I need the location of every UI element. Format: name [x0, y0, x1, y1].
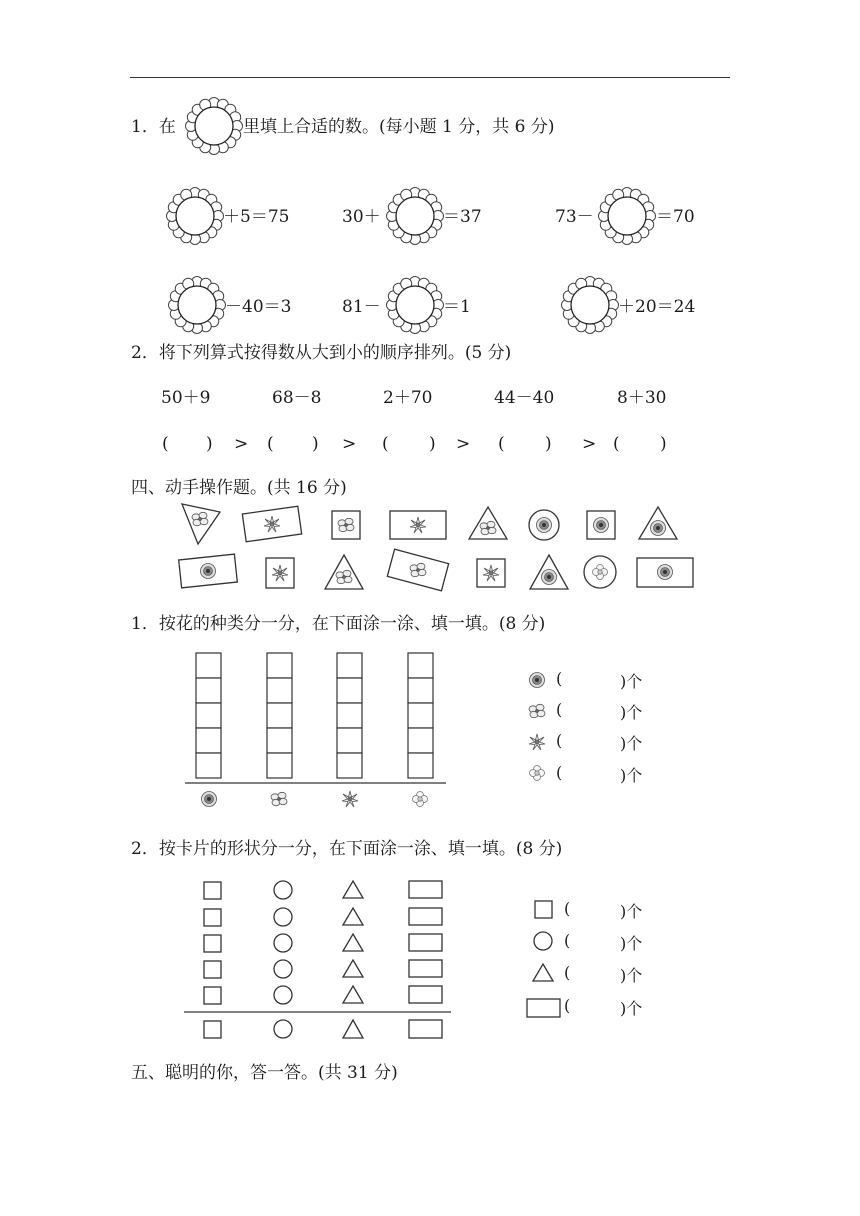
- answer-open: (: [556, 763, 563, 782]
- answer-close: )个: [620, 902, 643, 921]
- top-rule: [130, 77, 730, 78]
- answer-open: (: [564, 931, 571, 950]
- equation-part: ＋20＝24: [618, 297, 696, 317]
- equation-part: ＝1: [443, 297, 471, 317]
- paren-open: (: [382, 434, 389, 454]
- paren-close: ): [545, 434, 552, 454]
- answer-flower-blank[interactable]: [563, 279, 623, 335]
- expr: 8＋30: [617, 388, 667, 408]
- s4q2-title: 2．按卡片的形状分一分，在下面涂一涂、填一填。(8 分): [131, 839, 563, 859]
- q2-title: 2．将下列算式按得数从大到小的顺序排列。(5 分): [131, 343, 512, 363]
- answer-flower-blank[interactable]: [170, 279, 230, 335]
- answer-open: (: [564, 963, 571, 982]
- section4-title: 四、动手操作题。(共 16 分): [131, 478, 347, 498]
- equation-part: －40＝3: [225, 297, 292, 317]
- answer-close: )个: [620, 934, 643, 953]
- answer-close: )个: [620, 966, 643, 985]
- gt-sign: >: [342, 434, 357, 454]
- flower-tally-grid[interactable]: [180, 650, 460, 820]
- equation-part: ＝37: [443, 207, 482, 227]
- gt-sign: >: [234, 434, 249, 454]
- gt-sign: >: [456, 434, 471, 454]
- equation-part: ＝70: [656, 207, 695, 227]
- shape-legend-icons: [524, 898, 564, 1022]
- square-icon: [535, 901, 552, 918]
- answer-open: (: [556, 669, 563, 688]
- gt-sign: >: [582, 434, 597, 454]
- answer-flower-blank[interactable]: [600, 190, 660, 246]
- answer-flower-blank[interactable]: [388, 279, 448, 335]
- section5-title: 五、聪明的你，答一答。(共 31 分): [131, 1063, 398, 1083]
- equation-part: 73－: [555, 207, 594, 227]
- paren-open: (: [162, 434, 169, 454]
- paren-close: ): [429, 434, 436, 454]
- q1-title-prefix: 1．在: [131, 117, 176, 137]
- paren-close: ): [660, 434, 667, 454]
- answer-open: (: [556, 700, 563, 719]
- equation-part: ＋5＝75: [223, 207, 290, 227]
- triangle-icon: [533, 964, 553, 981]
- expr: 2＋70: [383, 388, 433, 408]
- paren-open: (: [613, 434, 620, 454]
- answer-flower-blank[interactable]: [168, 190, 228, 246]
- s4q1-title: 1．按花的种类分一分，在下面涂一涂、填一填。(8 分): [131, 614, 546, 634]
- flower-legend-icons: [526, 668, 550, 788]
- answer-close: )个: [620, 766, 643, 785]
- flower-circle-icon: [187, 99, 247, 155]
- equation-part: 30＋: [342, 207, 381, 227]
- paren-open: (: [267, 434, 274, 454]
- cards-illustration: [170, 500, 710, 600]
- expr: 50＋9: [161, 388, 211, 408]
- answer-close: )个: [620, 703, 643, 722]
- circle-icon: [534, 932, 552, 950]
- answer-open: (: [556, 731, 563, 750]
- answer-close: )个: [620, 672, 643, 691]
- answer-open: (: [564, 899, 571, 918]
- equation-part: 81－: [342, 297, 381, 317]
- expr: 44－40: [494, 388, 555, 408]
- answer-close: )个: [620, 999, 643, 1018]
- paren-open: (: [498, 434, 505, 454]
- rectangle-icon: [527, 999, 560, 1017]
- q1-title: 里填上合适的数。(每小题 1 分，共 6 分): [243, 117, 555, 137]
- paren-close: ): [312, 434, 319, 454]
- shape-tally-grid[interactable]: [180, 875, 460, 1045]
- answer-close: )个: [620, 734, 643, 753]
- expr: 68－8: [272, 388, 322, 408]
- paren-close: ): [206, 434, 213, 454]
- answer-flower-blank[interactable]: [388, 190, 448, 246]
- answer-open: (: [564, 996, 571, 1015]
